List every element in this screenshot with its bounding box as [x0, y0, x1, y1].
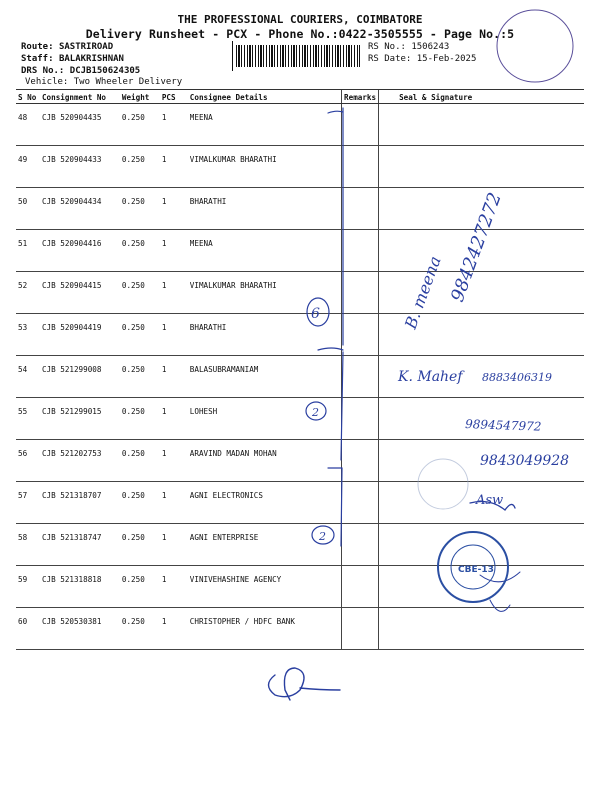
row-consignee: MEENA: [188, 230, 342, 272]
row-sno: 53: [16, 314, 40, 356]
row-weight: 0.250: [120, 272, 160, 314]
row-pcs: 1: [160, 356, 188, 398]
row-remarks: [342, 566, 379, 608]
handwritten-count: 6: [311, 306, 320, 322]
table-row: [16, 482, 584, 524]
row-sno: 50: [16, 188, 40, 230]
rs-number: RS No.: 1506243: [368, 42, 450, 52]
row-sno: 60: [16, 608, 40, 650]
row-consignment-no: CJB 520904433: [40, 146, 120, 188]
row-consignment-no: CJB 521299015: [40, 398, 120, 440]
table-header-row: [16, 90, 584, 104]
table-row: [16, 524, 584, 566]
table-row: [16, 608, 584, 650]
row-sno: 59: [16, 566, 40, 608]
row-signature: [379, 230, 584, 272]
row-remarks: [342, 188, 379, 230]
row-sno: 58: [16, 524, 40, 566]
row-weight: 0.250: [120, 524, 160, 566]
row-sno: 55: [16, 398, 40, 440]
row-sno: 56: [16, 440, 40, 482]
row-signature: [379, 314, 584, 356]
row-pcs: 1: [160, 104, 188, 146]
row-consignee: AGNI ENTERPRISE: [188, 524, 342, 566]
row-consignee: AGNI ELECTRONICS: [188, 482, 342, 524]
row-weight: 0.250: [120, 230, 160, 272]
row-remarks: [342, 440, 379, 482]
row-consignment-no: CJB 521318747: [40, 524, 120, 566]
row-pcs: 1: [160, 314, 188, 356]
row-consignment-no: CJB 521299008: [40, 356, 120, 398]
row-pcs: 1: [160, 482, 188, 524]
row-remarks: [342, 398, 379, 440]
table-row: [16, 146, 584, 188]
drs-line: [21, 66, 140, 76]
row-consignee: LOHESH: [188, 398, 342, 440]
handwritten-name: B. meena: [400, 253, 445, 332]
row-consignment-no: CJB 520904415: [40, 272, 120, 314]
runsheet-title: Delivery Runsheet - PCX - Phone No.:0422-3505555 - Page No.:5: [85, 27, 515, 41]
route-line: [21, 42, 113, 52]
col-seal-signature: Seal & Signature: [379, 90, 584, 104]
row-signature: [379, 188, 584, 230]
row-remarks: [342, 230, 379, 272]
row-pcs: 1: [160, 272, 188, 314]
row-weight: 0.250: [120, 104, 160, 146]
row-weight: 0.250: [120, 566, 160, 608]
row-pcs: 1: [160, 230, 188, 272]
row-consignment-no: CJB 521202753: [40, 440, 120, 482]
col-consignment: Consignment No: [40, 90, 120, 104]
handwritten-phone: 9842427272: [446, 189, 506, 305]
route-value: SASTRIROAD: [58, 42, 114, 52]
row-consignee: BALASUBRAMANIAM: [188, 356, 342, 398]
row-weight: 0.250: [120, 188, 160, 230]
row-signature: [379, 524, 584, 566]
row-weight: 0.250: [120, 482, 160, 524]
row-remarks: [342, 608, 379, 650]
rs-date: RS Date: 15-Feb-2025: [368, 54, 477, 64]
row-remarks: [342, 146, 379, 188]
col-pcs: PCS: [160, 90, 188, 104]
table-row: [16, 314, 584, 356]
barcode: [236, 45, 360, 67]
staff-value: BALAKRISHNAN: [58, 54, 124, 64]
staff-line: [21, 54, 124, 64]
drs-label: DRS No.:: [21, 66, 65, 76]
row-pcs: 1: [160, 608, 188, 650]
row-remarks: [342, 356, 379, 398]
row-signature: [379, 398, 584, 440]
row-signature: [379, 482, 584, 524]
col-consignee: Consignee Details: [188, 90, 342, 104]
row-weight: 0.250: [120, 608, 160, 650]
row-sno: 51: [16, 230, 40, 272]
row-consignment-no: CJB 520904419: [40, 314, 120, 356]
route-label: Route:: [21, 42, 54, 52]
row-pcs: 1: [160, 398, 188, 440]
col-sno: S No: [16, 90, 40, 104]
table-row: [16, 440, 584, 482]
runsheet-table: [16, 89, 584, 650]
row-signature: [379, 356, 584, 398]
row-consignment-no: CJB 520904434: [40, 188, 120, 230]
row-signature: [379, 272, 584, 314]
row-remarks: [342, 314, 379, 356]
handwritten-count: 2: [312, 406, 319, 419]
col-remarks: Remarks: [342, 90, 379, 104]
row-consignee: BHARATHI: [188, 314, 342, 356]
row-pcs: 1: [160, 188, 188, 230]
handwritten-phone: 8883406319: [482, 371, 552, 384]
row-pcs: 1: [160, 440, 188, 482]
row-consignee: MEENA: [188, 104, 342, 146]
handwritten-initials: Asw: [476, 493, 504, 508]
table-row: [16, 230, 584, 272]
signature-scribble-icon: [269, 668, 341, 700]
row-remarks: [342, 482, 379, 524]
row-consignment-no: CJB 521318707: [40, 482, 120, 524]
handwritten-count: 2: [319, 530, 326, 543]
table-row: [16, 188, 584, 230]
company-title: THE PROFESSIONAL COURIERS, COIMBATORE: [177, 13, 423, 26]
table-row: [16, 398, 584, 440]
row-weight: 0.250: [120, 356, 160, 398]
row-remarks: [342, 524, 379, 566]
col-weight: Weight: [120, 90, 160, 104]
row-signature: [379, 146, 584, 188]
row-weight: 0.250: [120, 146, 160, 188]
row-consignee: VIMALKUMAR BHARATHI: [188, 146, 342, 188]
row-consignee: VIMALKUMAR BHARATHI: [188, 272, 342, 314]
row-weight: 0.250: [120, 314, 160, 356]
row-consignment-no: CJB 521318818: [40, 566, 120, 608]
row-remarks: [342, 104, 379, 146]
stamp-text: CBE-13: [458, 565, 494, 575]
row-pcs: 1: [160, 524, 188, 566]
row-weight: 0.250: [120, 398, 160, 440]
row-consignee: BHARATHI: [188, 188, 342, 230]
row-signature: [379, 440, 584, 482]
row-pcs: 1: [160, 566, 188, 608]
table-row: [16, 272, 584, 314]
row-remarks: [342, 272, 379, 314]
handwritten-phone: 9894547972: [464, 417, 542, 434]
row-consignment-no: CJB 520530381: [40, 608, 120, 650]
row-signature: [379, 608, 584, 650]
row-signature: [379, 566, 584, 608]
row-consignment-no: CJB 520904435: [40, 104, 120, 146]
row-sno: 57: [16, 482, 40, 524]
vehicle-line: Vehicle: Two Wheeler Delivery: [25, 77, 183, 87]
row-sno: 49: [16, 146, 40, 188]
row-sno: 48: [16, 104, 40, 146]
handwritten-phone: 9843049928: [480, 453, 570, 469]
row-consignee: CHRISTOPHER / HDFC BANK: [188, 608, 342, 650]
row-consignee: VINIVEHASHINE AGENCY: [188, 566, 342, 608]
row-sno: 52: [16, 272, 40, 314]
row-weight: 0.250: [120, 440, 160, 482]
handwritten-name: K. Mahef: [398, 369, 463, 385]
row-consignment-no: CJB 520904416: [40, 230, 120, 272]
table-row: [16, 104, 584, 146]
staff-label: Staff:: [21, 54, 54, 64]
drs-value: DCJB150624305: [69, 66, 141, 76]
table-row: [16, 356, 584, 398]
row-consignee: ARAVIND MADAN MOHAN: [188, 440, 342, 482]
row-pcs: 1: [160, 146, 188, 188]
row-sno: 54: [16, 356, 40, 398]
table-row: [16, 566, 584, 608]
row-signature: [379, 104, 584, 146]
